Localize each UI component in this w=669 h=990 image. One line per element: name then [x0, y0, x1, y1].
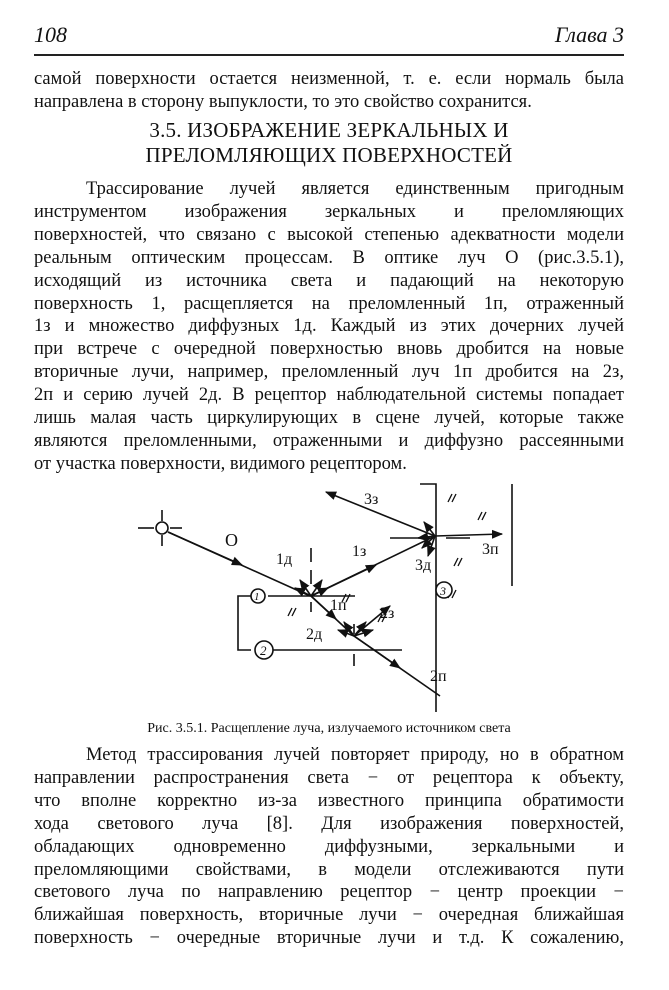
ray-splitting-figure — [130, 476, 530, 716]
paragraph1-line: исходящий из источника света и падающий на некоторую — [34, 270, 624, 291]
ray-3z — [326, 492, 435, 536]
paragraph1-line: вторичные лучи, например, преломленный луч 1п дробится на 2з, — [34, 362, 624, 383]
paragraph2-line: обладающих одновременно диффузными, зеркальными и — [34, 836, 624, 857]
intro-line: направлена в сторону выпуклости, то это свойство сохранится. — [34, 92, 532, 112]
paragraph1-line: от участка поверхности, видимого рецептором. — [34, 453, 407, 474]
ray-diagram — [130, 476, 530, 716]
section-title-line: ПРЕЛОМЛЯЮЩИХ ПОВЕРХНОСТЕЙ — [145, 143, 513, 167]
label-surface-2: 2 — [260, 643, 267, 658]
section-title — [34, 118, 624, 168]
paragraph2-line: преломляющими свойствами, в модели отслеживаются пути — [34, 859, 624, 880]
paragraph2-line: Метод трассирования лучей повторяет природу, но в обратном — [86, 745, 624, 765]
section-title-line: 3.5. ИЗОБРАЖЕНИЕ ЗЕРКАЛЬНЫХ И — [149, 118, 509, 142]
label-surface-1: 1 — [254, 591, 260, 603]
label-2z: 2з — [380, 605, 395, 622]
paragraph2-line: светового луча по направлению рецептор − центр проекции − — [34, 882, 624, 903]
paragraph1-line: реальным оптическим процессам. В оптике луч О (рис.3.5.1), — [34, 247, 624, 268]
paragraph2-line: поверхность − очередные вторичные лучи и т.д. К сожалению, — [34, 928, 624, 949]
paragraph2-line: ближайшая поверхность, вторичные лучи − очередная ближайшая — [34, 905, 624, 926]
paragraph2-line: направлении распространения света − от рецептора к объекту, — [34, 767, 624, 788]
paragraph2-line: что вполне корректно из-за известного принципа обратимости — [34, 790, 624, 811]
label-source: О — [225, 530, 238, 550]
ray-3p — [435, 534, 502, 536]
paragraph1-line: поверхностей, что связано с высокой степенью адекватности модели — [34, 224, 624, 245]
light-source-icon — [156, 522, 168, 534]
page-number: 108 — [34, 22, 67, 47]
label-1z: 1з — [352, 543, 367, 560]
figure-caption: Рис. 3.5.1. Расщепление луча, излучаемого источником света — [147, 721, 511, 736]
label-3z: 3з — [364, 491, 379, 508]
paragraph2-line: хода светового луча [8]. Для изображения поверхностей, — [34, 813, 624, 834]
paragraph1-line: 2п и серию лучей 2д. В рецептор наблюдательной системы попадает — [34, 385, 624, 406]
label-2d: 2д — [306, 626, 323, 643]
page-header — [34, 18, 624, 56]
label-3d: 3д — [415, 557, 432, 574]
label-1d: 1д — [276, 551, 293, 568]
label-3p: 3п — [482, 541, 499, 558]
label-2p: 2п — [430, 668, 447, 685]
paragraph1-line: при встрече с очередной поверхностью вновь дробится на новые — [34, 339, 624, 360]
paragraph1-line: лишь малая часть циркулирующих в сцене лучей, которые также — [34, 408, 624, 428]
paragraph1-line: поверхность 1, расщепляется на преломленный 1п, отраженный — [34, 293, 624, 314]
label-surface-3: 3 — [440, 584, 446, 598]
chapter-title: Глава 3 — [554, 22, 624, 47]
label-1p: 1п — [330, 597, 347, 614]
paragraph1-line: Трассирование лучей является единственным пригодным — [86, 179, 624, 199]
paragraph1-line: инструментом изображения зеркальных и преломляющих — [34, 201, 624, 222]
paragraph1-line: являются преломленными, отраженными и диффузно рассеянными — [34, 430, 624, 451]
paragraph1-line: 1з и множество диффузных 1д. Каждый из этих дочерних лучей — [34, 316, 624, 337]
intro-line: самой поверхности остается неизменной, т. е. если нормаль была — [34, 69, 624, 89]
